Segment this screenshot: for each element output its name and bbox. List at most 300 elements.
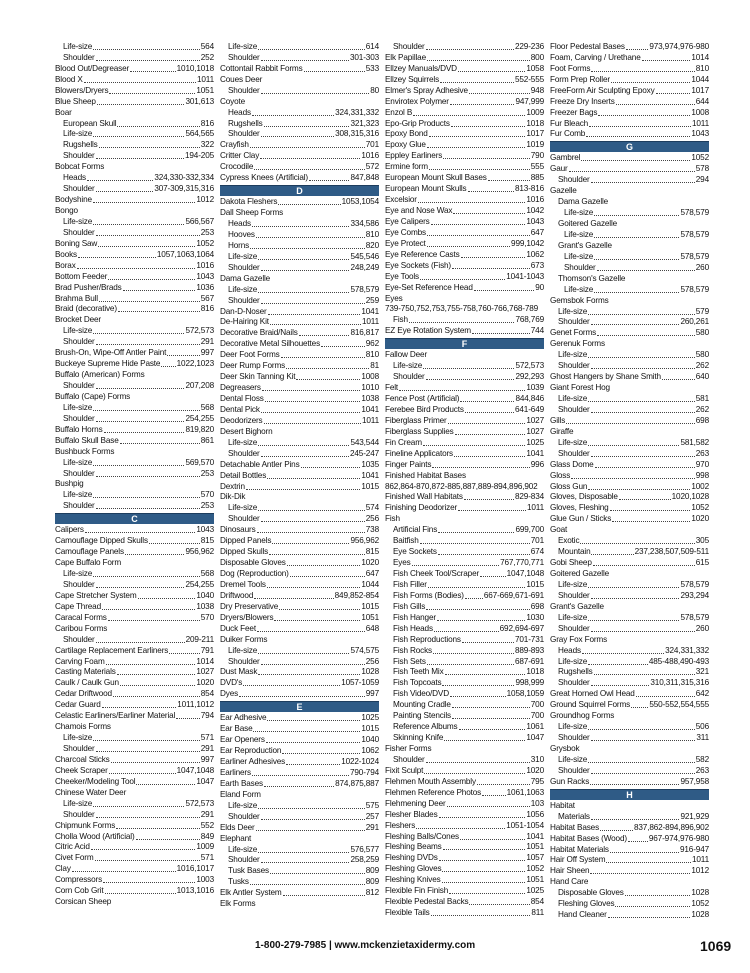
dot-leader xyxy=(588,664,648,665)
page-reference: 815 xyxy=(200,536,214,546)
dot-leader xyxy=(580,543,694,544)
dot-leader xyxy=(413,115,525,116)
entry-label: Celastic Earliners/Earliner Material xyxy=(55,711,176,721)
dot-leader xyxy=(588,762,695,763)
index-entry xyxy=(220,746,379,757)
index-subentry xyxy=(55,130,214,141)
entry-label: 739-750,752,753,755-758,760-766,768-789 xyxy=(385,304,539,314)
entry-label: Life-size xyxy=(228,437,258,447)
index-entry xyxy=(385,514,544,525)
index-entry xyxy=(385,195,544,206)
entry-label: Dextrin xyxy=(220,481,245,491)
index-entry xyxy=(55,162,214,173)
page-reference: 1040 xyxy=(196,590,214,600)
entry-label: Life-size xyxy=(558,612,588,622)
entry-label: Excelsior xyxy=(385,195,417,205)
index-entry xyxy=(385,886,544,897)
dot-leader xyxy=(616,104,695,105)
entry-label: Life-size xyxy=(228,800,258,810)
page-reference: 1041 xyxy=(361,470,379,480)
page-reference: 644 xyxy=(695,96,709,106)
index-subentry xyxy=(220,86,379,97)
page-reference: 575 xyxy=(365,800,379,810)
index-entry xyxy=(220,372,379,383)
entry-label: Goitered Gazelle xyxy=(550,569,610,579)
index-subentry xyxy=(550,536,709,547)
index-entry xyxy=(385,250,544,261)
page-reference: 1052 xyxy=(691,153,709,163)
index-entry xyxy=(385,427,544,438)
page-reference: 257 xyxy=(365,811,379,821)
page-reference: 1062 xyxy=(526,249,544,259)
page-reference: 578,579 xyxy=(350,284,379,294)
index-entry xyxy=(220,274,379,285)
entry-label: Borax xyxy=(55,260,76,270)
entry-label: Ear Openers xyxy=(220,735,265,745)
page-reference: 844,846 xyxy=(515,394,544,404)
index-entry xyxy=(220,460,379,471)
dot-leader xyxy=(465,598,483,599)
page-reference: 1009 xyxy=(526,107,544,117)
index-entry xyxy=(385,394,544,405)
page-number: 1069 xyxy=(700,938,732,954)
dot-leader xyxy=(138,598,196,599)
dot-leader xyxy=(474,290,534,291)
index-entry xyxy=(220,405,379,416)
dot-leader xyxy=(93,224,184,225)
page-reference: 962 xyxy=(365,339,379,349)
index-entry xyxy=(55,425,214,436)
entry-label: Gloves, Disposable xyxy=(550,492,618,502)
entry-label: Horns xyxy=(228,240,250,250)
dot-leader xyxy=(426,609,530,610)
page-reference: 1058 xyxy=(526,63,544,73)
entry-label: Habitat Bases (Wood) xyxy=(550,833,627,843)
page-reference: 506 xyxy=(695,722,709,732)
dot-leader xyxy=(97,104,185,105)
page-reference: 1008 xyxy=(691,107,709,117)
entry-label: Caribou Forms xyxy=(55,623,108,633)
page-reference: 854 xyxy=(530,897,544,907)
index-entry xyxy=(385,305,544,316)
page-reference: 1047 xyxy=(526,733,544,743)
index-entry xyxy=(55,97,214,108)
index-entry xyxy=(55,305,214,316)
dot-leader xyxy=(588,445,679,446)
index-subentry xyxy=(550,208,709,219)
dot-leader xyxy=(265,401,361,402)
dot-leader xyxy=(264,126,350,127)
index-entry xyxy=(385,86,544,97)
dot-leader xyxy=(105,893,176,894)
index-entry xyxy=(385,151,544,162)
entry-label: Ghost Hangers by Shane Smith xyxy=(550,372,661,382)
dot-leader xyxy=(426,379,515,380)
entry-label: Glue Gun / Sticks xyxy=(550,514,612,524)
entry-label: Foam, Carving / Urethane xyxy=(550,52,641,62)
entry-label: Rugshells xyxy=(63,140,98,150)
entry-label: Gemsbok Forms xyxy=(550,295,609,305)
dot-leader xyxy=(450,696,506,697)
dot-leader xyxy=(93,202,195,203)
index-subentry xyxy=(550,657,709,668)
entry-label: Eye-Set Reference Head xyxy=(385,282,473,292)
page-reference: 698 xyxy=(530,601,544,611)
page-reference: 209-211 xyxy=(185,634,214,644)
index-entry xyxy=(385,97,544,108)
page-reference: 1030 xyxy=(526,612,544,622)
page-reference: 1057-1059 xyxy=(341,678,379,688)
index-entry xyxy=(385,810,544,821)
page-reference: 1002 xyxy=(691,481,709,491)
dot-leader xyxy=(254,598,333,599)
index-entry xyxy=(55,392,214,403)
index-subentry xyxy=(550,624,709,635)
dot-leader xyxy=(409,322,515,323)
dot-leader xyxy=(267,478,360,479)
dot-leader xyxy=(597,270,695,271)
entry-label: Shoulder xyxy=(228,656,260,666)
dot-leader xyxy=(416,828,505,829)
dot-leader xyxy=(433,653,514,654)
entry-label: Crayfish xyxy=(220,140,249,150)
page-reference: 580 xyxy=(695,350,709,360)
index-subentry xyxy=(385,624,544,635)
page-reference: 581,582 xyxy=(680,437,709,447)
dot-leader xyxy=(96,191,154,192)
dot-leader xyxy=(286,368,369,369)
index-entry xyxy=(55,700,214,711)
page-reference: 1044 xyxy=(361,579,379,589)
index-entry xyxy=(550,130,709,141)
page-reference: 768,769 xyxy=(515,315,544,325)
dot-leader xyxy=(611,82,690,83)
entry-label: Shoulder xyxy=(228,85,260,95)
dot-leader xyxy=(443,849,526,850)
page-reference: 1020 xyxy=(526,765,544,775)
page-reference: 256 xyxy=(365,656,379,666)
page-reference: 1020 xyxy=(361,558,379,568)
index-subentry xyxy=(385,602,544,613)
entry-label: Shoulder xyxy=(393,372,425,382)
dot-leader xyxy=(258,852,349,853)
dot-leader xyxy=(93,576,200,577)
entry-label: Goat xyxy=(550,525,568,535)
index-entry xyxy=(385,261,544,272)
page-reference: 874,875,887 xyxy=(335,778,379,788)
dot-leader xyxy=(442,882,526,883)
page-reference: 1028 xyxy=(691,910,709,920)
dot-leader xyxy=(108,279,195,280)
page-reference: 1038 xyxy=(196,601,214,611)
entry-label: Blood Out/Degreaser xyxy=(55,63,130,73)
dot-leader xyxy=(176,718,200,719)
dot-leader xyxy=(427,60,530,61)
entry-label: Bodyshine xyxy=(55,195,92,205)
dot-leader xyxy=(432,467,529,468)
page-reference: 1028 xyxy=(691,888,709,898)
entry-label: Life-size xyxy=(63,402,93,412)
index-entry xyxy=(550,416,709,427)
page-reference: 640 xyxy=(695,372,709,382)
entry-label: Baitfish xyxy=(393,536,419,546)
page-reference: 816 xyxy=(200,304,214,314)
entry-label: Shoulder xyxy=(63,634,95,644)
entry-label: Citric Acid xyxy=(55,842,90,852)
dot-leader xyxy=(429,169,530,170)
page-footer xyxy=(0,937,750,957)
index-entry xyxy=(550,108,709,119)
index-entry xyxy=(220,624,379,635)
page-reference: 1027 xyxy=(526,426,544,436)
index-subentry xyxy=(220,130,379,141)
dot-leader xyxy=(258,808,365,809)
dot-leader xyxy=(588,587,679,588)
index-subentry xyxy=(550,899,709,910)
index-subentry xyxy=(55,490,214,501)
entry-label: Cape Stretcher System xyxy=(55,590,137,600)
entry-label: Shoulder xyxy=(63,501,95,511)
entry-label: Flehmen Mouth Assembly xyxy=(385,776,476,786)
page-reference: 1011 xyxy=(361,415,379,425)
entry-label: Fish Gills xyxy=(393,601,426,611)
entry-label: Life-size xyxy=(564,208,594,218)
dot-leader xyxy=(111,762,200,763)
index-subentry xyxy=(550,722,709,733)
dot-leader xyxy=(445,674,526,675)
dot-leader xyxy=(261,521,365,522)
page-reference: 700 xyxy=(530,711,544,721)
entry-label: Dry Preservative xyxy=(220,601,279,611)
index-subentry xyxy=(385,678,544,689)
entry-label: Skinning Knife xyxy=(393,733,444,743)
index-entry xyxy=(55,547,214,558)
page-reference: 1008 xyxy=(361,372,379,382)
page-reference: 1047,1048 xyxy=(176,765,214,775)
entry-label: Fiberglass Supplies xyxy=(385,426,454,436)
entry-label: Elk Forms xyxy=(220,899,256,909)
dot-leader xyxy=(253,731,360,732)
dot-leader xyxy=(261,664,365,665)
dot-leader xyxy=(268,314,361,315)
index-entry xyxy=(550,86,709,97)
page-reference: 837,862-894,896,902 xyxy=(633,822,709,832)
index-entry xyxy=(220,493,379,504)
dot-leader xyxy=(636,696,695,697)
entry-label: Cheeker/Modeling Tool xyxy=(55,776,136,786)
index-subentry xyxy=(550,361,709,372)
dot-leader xyxy=(96,421,185,422)
index-entry xyxy=(55,613,214,624)
dot-leader xyxy=(239,696,365,697)
dot-leader xyxy=(93,806,184,807)
entry-label: Fleshing Balls/Cones xyxy=(385,831,459,841)
index-subentry xyxy=(55,228,214,239)
entry-label: Cottontail Rabbit Forms xyxy=(220,63,303,73)
dot-leader xyxy=(91,849,196,850)
index-subentry xyxy=(55,569,214,580)
dot-leader xyxy=(590,873,690,874)
index-entry xyxy=(385,777,544,788)
entry-label: Great Horned Owl Head xyxy=(550,689,635,699)
page-reference: 1041 xyxy=(526,448,544,458)
page-reference: 970 xyxy=(695,459,709,469)
page-reference: 103 xyxy=(530,798,544,808)
dot-leader xyxy=(96,587,185,588)
dot-leader xyxy=(591,324,680,325)
page-reference: 667-669,671-691 xyxy=(483,590,544,600)
index-entry xyxy=(220,75,379,86)
dot-leader xyxy=(102,609,195,610)
entry-label: Bongo xyxy=(55,206,78,216)
entry-label: Finger Paints xyxy=(385,459,432,469)
entry-label: Eland Form xyxy=(220,789,261,799)
dot-leader xyxy=(272,543,349,544)
index-subentry xyxy=(385,536,544,547)
page-reference: 1010 xyxy=(361,383,379,393)
page-reference: 1025 xyxy=(526,886,544,896)
page-reference: 552 xyxy=(200,820,214,830)
page-reference: 310,311,315,316 xyxy=(650,678,709,688)
index-entry xyxy=(220,823,379,834)
dot-leader xyxy=(429,136,526,137)
page-reference: 1051 xyxy=(196,85,214,95)
entry-label: Life-size xyxy=(558,394,588,404)
entry-label: Hooves xyxy=(228,229,255,239)
page-reference: 854 xyxy=(200,689,214,699)
entry-label: Reference Albums xyxy=(393,722,458,732)
dot-leader xyxy=(594,292,679,293)
dot-leader xyxy=(261,862,350,863)
entry-label: Epoxy Glue xyxy=(385,140,426,150)
dot-leader xyxy=(477,784,530,785)
page-reference: 253 xyxy=(200,227,214,237)
page-reference: 1036 xyxy=(196,282,214,292)
dot-leader xyxy=(258,653,349,654)
index-entry xyxy=(55,821,214,832)
index-subentry xyxy=(220,42,379,53)
index-entry xyxy=(55,348,214,359)
entry-label: Gambrel xyxy=(550,153,581,163)
page-reference: 262 xyxy=(695,404,709,414)
dot-leader xyxy=(399,390,525,391)
index-entry xyxy=(55,678,214,689)
entry-label: Form Prep Roller xyxy=(550,74,610,84)
dot-leader xyxy=(448,423,526,424)
entry-label: Artificial Fins xyxy=(393,525,438,535)
entry-label: Materials xyxy=(558,811,590,821)
dot-leader xyxy=(282,753,360,754)
index-subentry xyxy=(220,119,379,130)
page-reference: 262 xyxy=(695,361,709,371)
index-subentry xyxy=(550,230,709,241)
page-reference: 81 xyxy=(370,361,379,371)
entry-label: Elk Antler System xyxy=(220,888,282,898)
index-entry xyxy=(220,569,379,580)
dot-leader xyxy=(136,839,200,840)
section-letter-header: D xyxy=(220,185,379,196)
entry-label: Elephant xyxy=(220,833,252,843)
index-entry xyxy=(385,173,544,184)
entry-label: Life-size xyxy=(63,569,93,579)
page-reference: 744 xyxy=(530,326,544,336)
index-entry xyxy=(55,536,214,547)
entry-label: Corn Cob Grit xyxy=(55,886,104,896)
entry-label: Fish Sets xyxy=(393,656,426,666)
entry-label: Life-size xyxy=(558,722,588,732)
entry-label: Heads xyxy=(228,107,251,117)
dot-leader xyxy=(591,456,695,457)
page-reference: 1003 xyxy=(196,875,214,885)
entry-label: Heads xyxy=(558,645,581,655)
page-reference: 572,573 xyxy=(185,326,214,336)
dot-leader xyxy=(169,653,200,654)
page-reference: 700 xyxy=(530,700,544,710)
page-reference: 967-974,976-980 xyxy=(648,833,709,843)
entry-label: Gerenuk Forms xyxy=(550,339,605,349)
entry-label: Gaur xyxy=(550,164,568,174)
page-reference: 1043 xyxy=(196,525,214,535)
entry-label: Life-size xyxy=(63,326,93,336)
entry-label: Life-size xyxy=(63,457,93,467)
index-entry xyxy=(220,64,379,75)
index-entry xyxy=(55,788,214,799)
entry-label: Shoulder xyxy=(558,404,590,414)
page-reference: 291 xyxy=(200,809,214,819)
index-entry xyxy=(220,779,379,790)
index-entry xyxy=(385,162,544,173)
index-subentry xyxy=(220,53,379,64)
entry-label: Fish Cheek Tool/Scraper xyxy=(393,569,480,579)
page-reference: 1043 xyxy=(691,129,709,139)
index-entry xyxy=(385,449,544,460)
index-entry xyxy=(550,744,709,755)
dot-leader xyxy=(286,764,340,765)
dot-leader xyxy=(591,740,696,741)
dot-leader xyxy=(439,860,526,861)
entry-label: Life-size xyxy=(564,284,594,294)
page-reference: 564,565 xyxy=(185,129,214,139)
entry-label: Caracal Forms xyxy=(55,612,107,622)
entry-label: Fish Reproductions xyxy=(393,634,461,644)
index-subentry xyxy=(385,657,544,668)
dot-leader xyxy=(262,390,361,391)
index-entry xyxy=(385,405,544,416)
page-reference: 795 xyxy=(530,776,544,786)
index-entry xyxy=(55,668,214,679)
index-entry xyxy=(220,140,379,151)
dot-leader xyxy=(459,729,526,730)
page-reference: 248,249 xyxy=(350,262,379,272)
dot-leader xyxy=(93,740,200,741)
index-entry xyxy=(55,294,214,305)
dot-leader xyxy=(96,235,200,236)
entry-label: Dik-Dik xyxy=(220,492,246,502)
entry-label: Eye Combs xyxy=(385,227,426,237)
index-entry xyxy=(550,602,709,613)
page-reference: 615 xyxy=(695,558,709,568)
dot-leader xyxy=(631,707,648,708)
entry-label: Calipers xyxy=(55,525,84,535)
dot-leader xyxy=(252,115,334,116)
page-reference: 1035 xyxy=(361,459,379,469)
index-subentry xyxy=(55,217,214,228)
index-entry xyxy=(550,460,709,471)
page-reference: 738 xyxy=(365,525,379,535)
page-reference: 1012 xyxy=(691,866,709,876)
entry-label: Braid (decorative) xyxy=(55,304,117,314)
page-reference: 263 xyxy=(695,448,709,458)
